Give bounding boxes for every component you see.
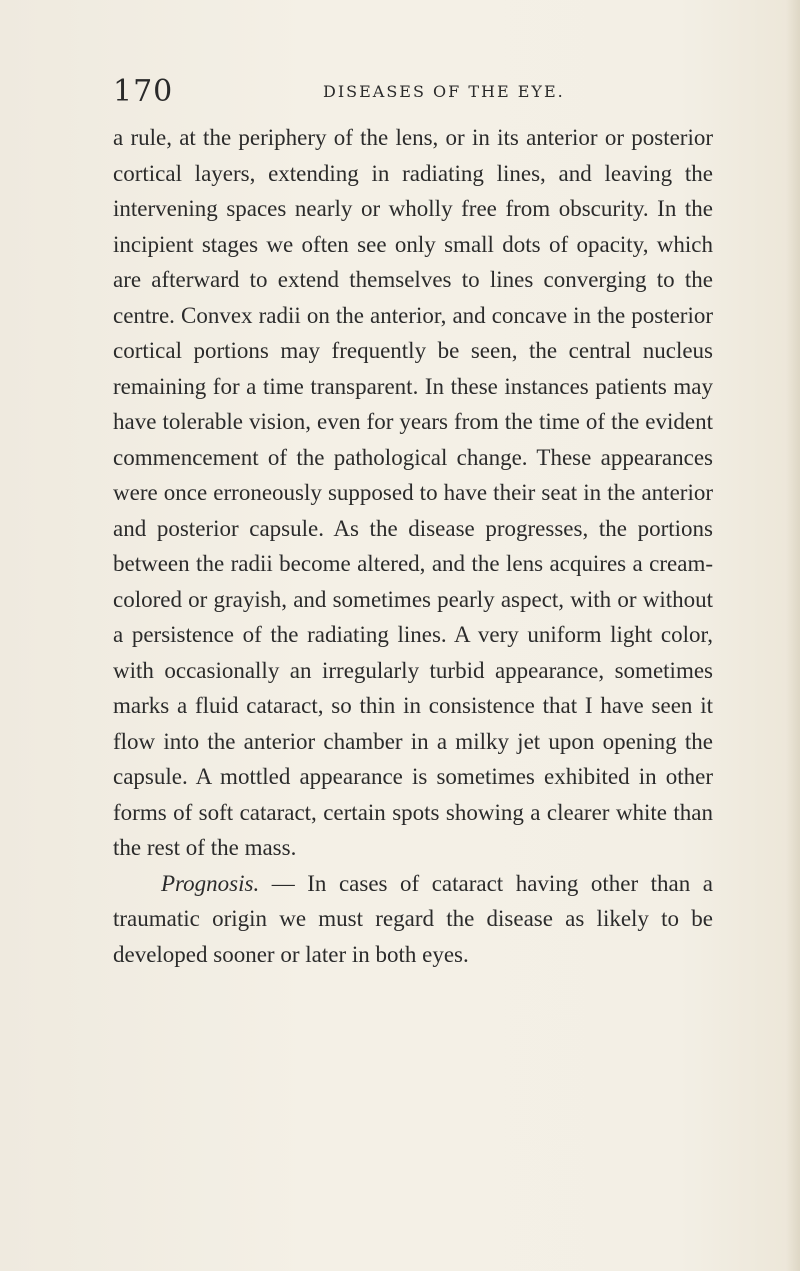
page-edge-shadow: [786, 0, 800, 1271]
page-number: 170: [113, 74, 174, 109]
paragraph-cataract-description: a rule, at the periphery of the lens, or in its anterior or posterior cortical layers, extending in radiating lines, and leaving the intervening spaces nearly or wholly free from obscurity. In the incipient stages we often see only small dots of opacity, which are afterward to extend themselves to lines converging to the centre. Convex radii on the anterior, and concave in the posterior cortical portions may frequently be seen, the central nucleus remaining for a time transparent. In these instances patients may have tolerable vision, even for years from the time of the evident commencement of the pathological change. These appearances were once erroneously supposed to have their seat in the anterior and posterior capsule. As the disease progresses, the portions between the radii become altered, and the lens acquires a cream-colored or grayish, and sometimes pearly aspect, with or without a persistence of the radiating lines. A very uniform light color, with occasionally an irregularly turbid appearance, sometimes marks a fluid cataract, so thin in consistence that I have seen it flow into the anterior chamber in a milky jet upon opening the capsule. A mottled appearance is sometimes exhibited in other forms of soft cataract, certain spots showing a clearer white than the rest of the mass.: [113, 125, 713, 860]
body-text: [113, 120, 713, 972]
page-header: [113, 74, 713, 110]
prognosis-text: — In cases of cataract having other than a traumatic origin we must regard the disease as likely to be developed sooner or later in both eyes.: [113, 870, 713, 967]
paragraph-prognosis: [113, 866, 713, 973]
running-head: DISEASES OF THE EYE.: [323, 82, 565, 101]
prognosis-label: Prognosis.: [161, 870, 260, 896]
